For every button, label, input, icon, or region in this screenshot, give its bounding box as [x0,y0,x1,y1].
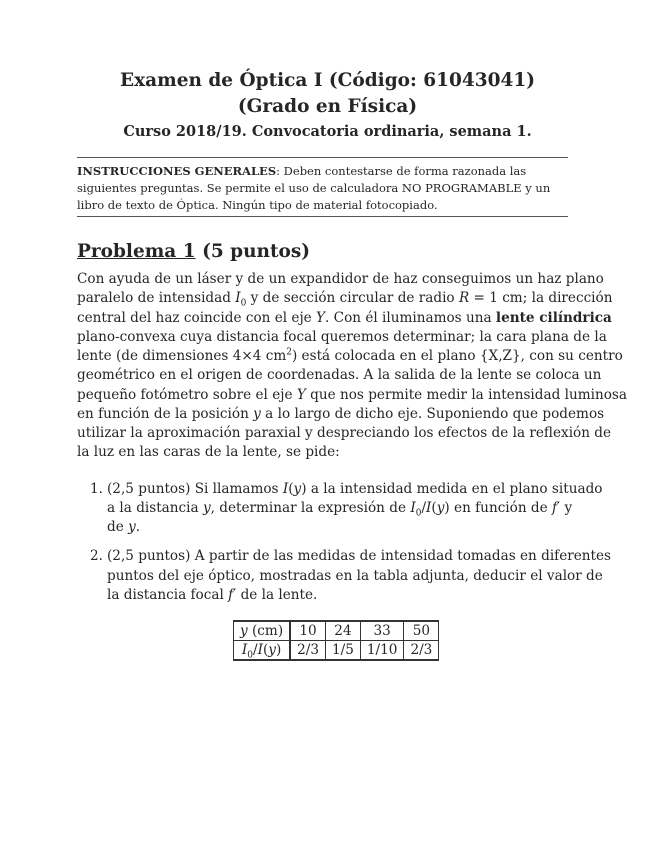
question-line: (2,5 puntos) A partir de las medidas de intensidad tomadas en diferentes [107,548,612,564]
top-rule [77,157,568,158]
instructions-label: INSTRUCCIONES GENERALES [77,164,277,178]
statement-line: en función de la posición y a lo largo de dicho eje. Suponiendo que podemos [77,406,605,422]
question-line: (2,5 puntos) Si llamamos I(y) a la intensidad medida en el plano situado [107,481,603,497]
question-number: 2. [90,548,103,564]
table-cell: 1/5 [326,641,361,661]
question-number: 1. [90,481,103,497]
statement-line: Con ayuda de un láser y de un expandidor de haz conseguimos un haz plano [77,271,604,287]
table-row [234,621,439,641]
exam-title: Examen de Óptica I (Código: 61043041) [120,70,535,91]
degree-title: (Grado en Física) [237,96,418,117]
statement-line: la luz en las caras de la lente, se pide: [77,444,340,460]
table-header-cell: $I_0/I(y)$ [234,641,291,661]
table-cell: 24 [326,621,361,641]
problem-points: (5 puntos) [202,241,311,262]
question-line: la distancia focal f′ de la lente. [107,587,318,603]
table-cell: 33 [360,621,404,641]
statement-line: plano-convexa cuya distancia focal queremos determinar; la cara plana de la [77,329,607,345]
table-cell: 2/3 [290,641,325,661]
question-line: de y. [107,519,141,535]
exam-subtitle: Curso 2018/19. Convocatoria ordinaria, semana 1. [123,123,532,140]
bottom-rule [77,216,568,217]
table-cell: 2/3 [404,641,439,661]
table-cell: 50 [404,621,439,641]
statement-line: central del haz coincide con el eje Y. Con él iluminamos una lente cilíndrica [77,310,612,326]
statement-line: lente (de dimensiones 4×4 $cm^2$) está colocada en el plano {X,Z}, con su centro [77,347,623,364]
instructions-text: : Deben contestarse de forma razonada las siguientes preguntas. Se permite el uso de calculadora NO PROGRAMABLE y un libro de texto de Óptica. Ningún tipo de material fotocopiado. [77,164,551,212]
table-header-cell: y (cm) [234,621,291,641]
intensity-table [233,620,439,661]
statement-line: geométrico en el origen de coordenadas. A la salida de la lente se coloca un [77,367,602,383]
table-cell: 1/10 [360,641,404,661]
table-row [234,641,439,661]
question-line: puntos del eje óptico, mostradas en la tabla adjunta, deducir el valor de [107,568,603,584]
statement-line: paralelo de intensidad $I_0$ y de sección circular de radio R = 1 cm; la dirección [77,290,613,309]
table-cell: 10 [290,621,325,641]
statement-line: utilizar la aproximación paraxial y despreciando los efectos de la reflexión de [77,425,612,441]
problem-heading [77,241,310,262]
question-line: a la distancia y, determinar la expresión de $I_0/I(y)$ en función de f′ y [107,500,573,519]
problem-name: Problema 1 [77,241,196,262]
statement-line: pequeño fotómetro sobre el eje Y que nos permite medir la intensidad luminosa [77,387,627,403]
general-instructions [77,163,568,214]
